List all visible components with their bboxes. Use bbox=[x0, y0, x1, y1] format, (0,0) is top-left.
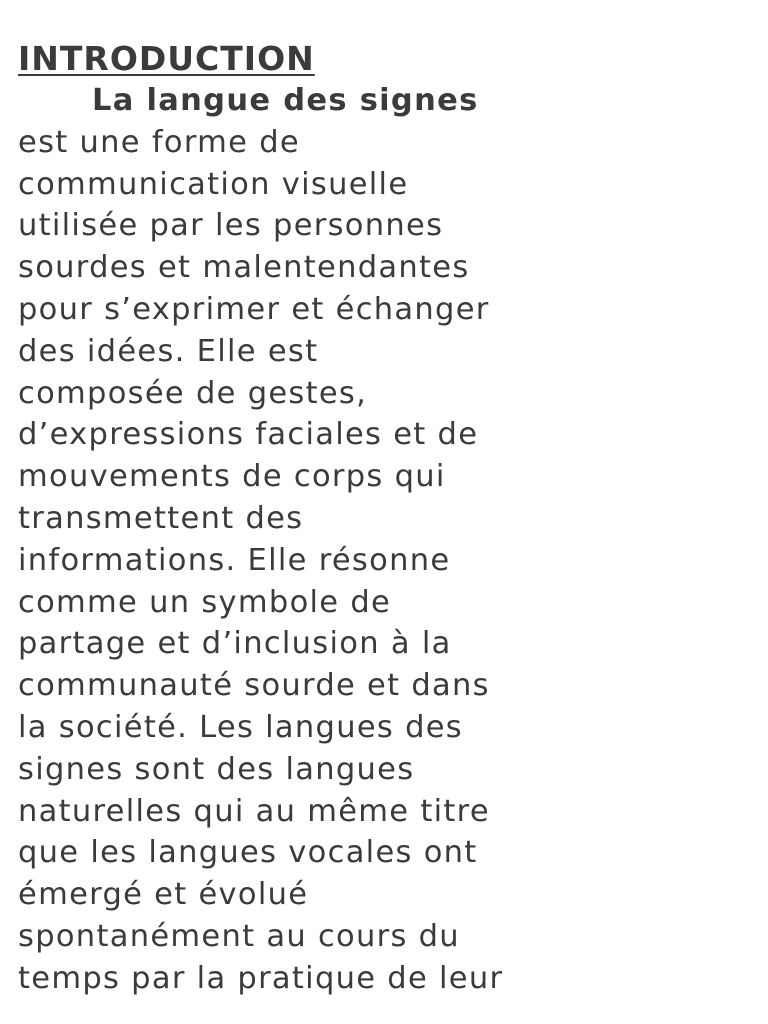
paragraph-line: partage et d’inclusion à la bbox=[18, 626, 452, 662]
paragraph-line: naturelles qui au même titre bbox=[18, 793, 490, 829]
paragraph-line: temps par la pratique de leur bbox=[18, 960, 504, 996]
body-paragraph bbox=[18, 80, 758, 1000]
section-heading: INTRODUCTION bbox=[18, 39, 315, 78]
lead-term: La langue des signes bbox=[92, 83, 479, 118]
paragraph-line: la société. Les langues des bbox=[18, 709, 463, 745]
paragraph-line: que les langues vocales ont bbox=[18, 835, 478, 871]
paragraph-line: sourdes et malentendantes bbox=[18, 250, 470, 286]
paragraph-line: comme un symbole de bbox=[18, 584, 392, 620]
paragraph-line: utilisée par les personnes bbox=[18, 208, 444, 244]
paragraph-line: est une forme de bbox=[18, 124, 300, 160]
paragraph-line: signes sont des langues bbox=[18, 751, 415, 787]
paragraph-line: mouvements de corps qui bbox=[18, 459, 446, 495]
paragraph-line: transmettent des bbox=[18, 500, 304, 536]
paragraph-line: pour s’exprimer et échanger bbox=[18, 291, 490, 327]
paragraph-line: communauté sourde et dans bbox=[18, 668, 490, 704]
paragraph-line: composée de gestes, bbox=[18, 375, 368, 411]
paragraph-line: des idées. Elle est bbox=[18, 333, 319, 369]
paragraph-line: d’expressions faciales et de bbox=[18, 417, 479, 453]
paragraph-line: communication visuelle bbox=[18, 166, 409, 202]
paragraph-line: spontanément au cours du bbox=[18, 918, 460, 954]
paragraph-line: émergé et évolué bbox=[18, 877, 309, 913]
paragraph-line: informations. Elle résonne bbox=[18, 542, 451, 578]
